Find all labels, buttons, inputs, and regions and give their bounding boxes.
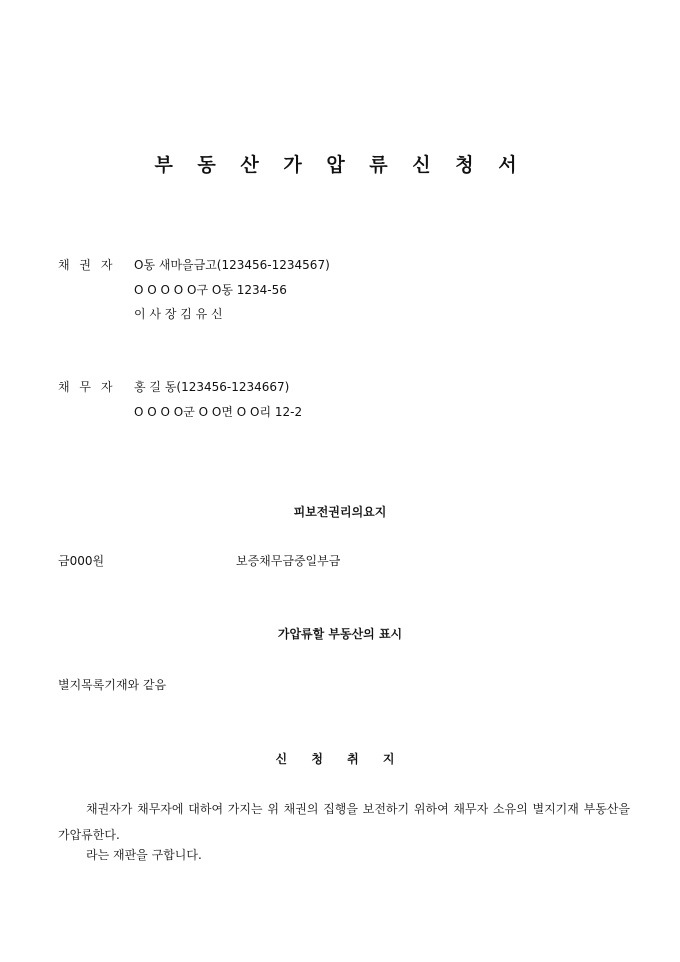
debtor-address-line: O O O O군 O O면 O O리 12-2 [134, 405, 303, 419]
property-section-heading: 가압류할 부동산의 표시 [277, 627, 403, 641]
claim-section-heading: 피보전권리의요지 [293, 505, 387, 519]
property-description: 별지목록기재와 같음 [58, 678, 167, 692]
closing-line: 라는 재판을 구합니다. [86, 848, 202, 862]
creditor-address-line: O O O O O구 O동 1234-56 [134, 283, 287, 297]
purpose-paragraph: 채권자가 채무자에 대하여 가지는 위 채권의 집행을 보전하기 위하여 채무자 소유의 별지기재 부동산을 가압류한다. [58, 802, 630, 842]
purpose-section-heading: 신 청 취 지 [275, 752, 405, 766]
document-title: 부 동 산 가 압 류 신 청 서 [154, 154, 526, 176]
creditor-name-line: O동 새마을금고(123456-1234567) [134, 258, 330, 272]
debtor-name-line: 홍 길 동(123456-1234667) [134, 380, 290, 394]
debtor-label: 채 무 자 [58, 380, 116, 394]
claim-description: 보증채무금중일부금 [236, 554, 341, 568]
creditor-representative-line: 이 사 장 김 유 신 [134, 307, 223, 321]
claim-amount: 금000원 [58, 554, 105, 568]
creditor-label: 채 권 자 [58, 258, 116, 272]
